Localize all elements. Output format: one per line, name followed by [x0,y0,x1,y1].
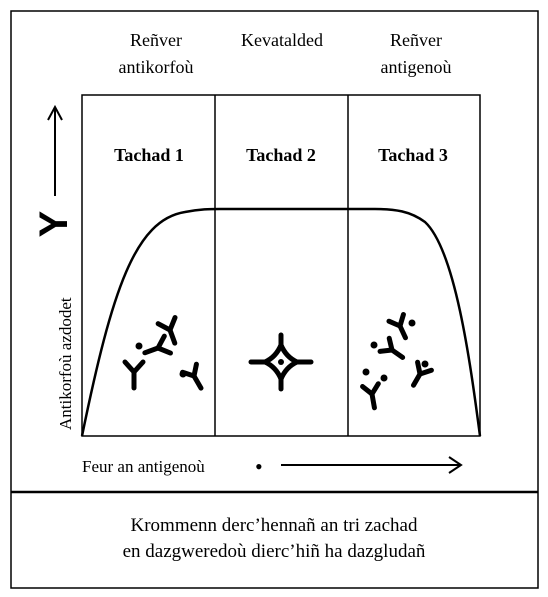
zone1-header-line1: Reñver [130,30,182,50]
antibody-icon [142,336,171,361]
antibody-icon [363,384,383,409]
antigen-dot [363,369,370,376]
zone1-antibodies [125,318,208,393]
zone2-header: Kevatalded [241,30,323,50]
zone3-label: Tachad 3 [378,145,448,165]
antibody-icon [125,362,143,388]
caption-line1: Krommenn derc’hennañ an tri zachad [130,515,418,536]
antibody-icon [407,362,432,389]
antigen-dot [371,342,378,349]
zone1-label: Tachad 1 [114,145,184,165]
caption-line2: en dazgweredoù dierc’hiñ ha dazgludañ [122,541,426,562]
y-axis-antibody-symbol: Y [32,210,76,238]
y-axis-arrow [48,107,62,196]
x-axis-antigen-symbol: • [255,454,263,479]
x-axis-label: Feur an antigenoù [82,457,205,476]
zone2-label: Tachad 2 [246,145,316,165]
precipitation-curve [82,209,480,436]
zone3-header-line1: Reñver [390,30,442,50]
antigen-dot [422,361,429,368]
outer-frame [11,11,538,588]
zone1-header-line2: antikorfoù [118,57,194,77]
antibody-icon [183,364,208,392]
antigen-dot [409,320,416,327]
antigen-dot [136,343,143,350]
zone3-header-line2: antigenoù [380,57,452,77]
antigen-dot [278,359,284,365]
antibody-icon [389,314,413,341]
antigen-dot [180,371,187,378]
y-axis-label: Antikorfoù azdodet [56,297,75,430]
antigen-dot [381,375,388,382]
antibody-icon [380,338,407,364]
zone3-antibodies [363,314,432,409]
x-axis-arrow [281,457,461,473]
